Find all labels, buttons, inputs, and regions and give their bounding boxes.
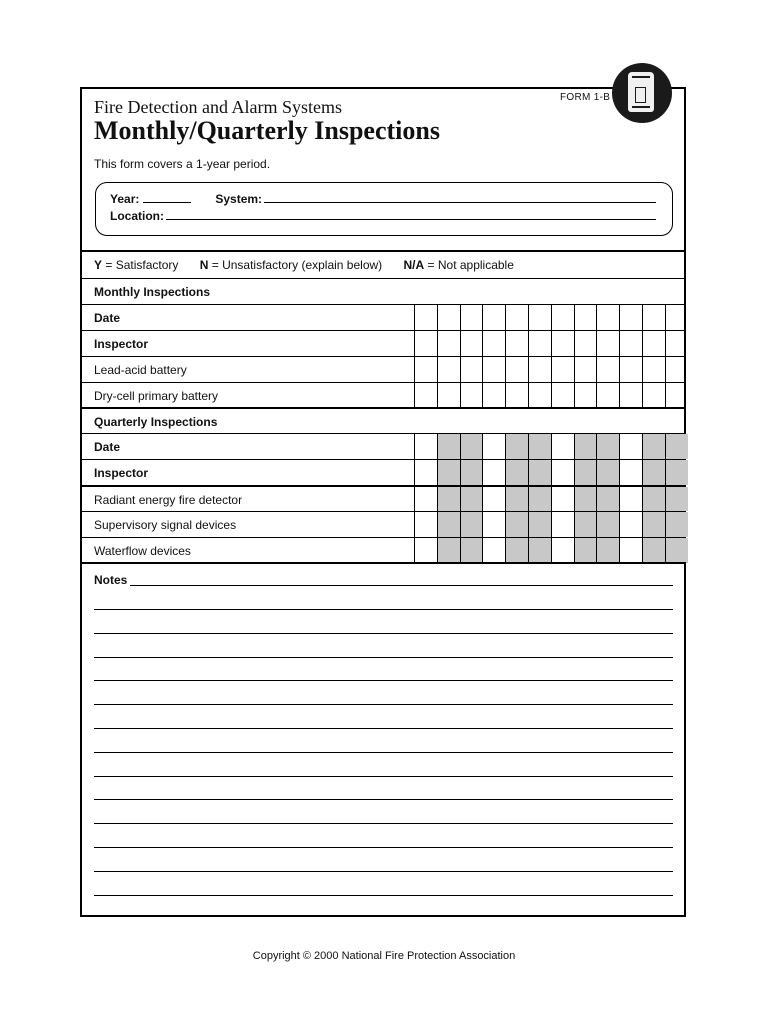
month-cell (437, 487, 460, 511)
month-cell[interactable] (482, 538, 505, 563)
notes-line[interactable] (94, 776, 673, 777)
month-cell (505, 460, 528, 485)
month-cell[interactable] (482, 487, 505, 511)
notes-line[interactable] (94, 609, 673, 610)
month-cell[interactable] (596, 383, 619, 408)
notes-line[interactable] (94, 728, 673, 729)
month-cell[interactable] (482, 383, 505, 408)
cell-grid (414, 512, 688, 537)
month-cell[interactable] (414, 538, 437, 563)
month-cell (642, 487, 665, 511)
month-cell[interactable] (460, 383, 483, 408)
cell-grid (414, 357, 688, 382)
month-cell[interactable] (414, 331, 437, 356)
month-cell[interactable] (619, 487, 642, 511)
month-cell (642, 538, 665, 563)
notes-line[interactable] (94, 799, 673, 800)
month-cell[interactable] (596, 357, 619, 382)
cell-grid (414, 460, 688, 485)
month-cell[interactable] (665, 357, 688, 382)
month-cell[interactable] (437, 331, 460, 356)
month-cell[interactable] (574, 331, 597, 356)
notes-line[interactable] (94, 633, 673, 634)
quarterly-row-radiant (80, 485, 686, 511)
section-divider (80, 250, 686, 252)
month-cell[interactable] (619, 460, 642, 485)
month-cell[interactable] (528, 357, 551, 382)
month-cell (437, 538, 460, 563)
row-label: Inspector (94, 337, 149, 351)
quarterly-row-supervisory (80, 511, 686, 537)
quarterly-row-waterflow (80, 537, 686, 563)
system-field[interactable] (264, 192, 656, 203)
month-cell[interactable] (551, 460, 574, 485)
legend-y-key: Y (94, 258, 103, 272)
month-cell[interactable] (482, 357, 505, 382)
month-cell (528, 487, 551, 511)
legend (94, 258, 532, 272)
legend-na-key: N/A (403, 258, 425, 272)
month-cell (437, 512, 460, 537)
month-cell[interactable] (596, 305, 619, 330)
quarterly-heading-row (80, 407, 686, 433)
legend-y-text: = Satisfactory (102, 258, 179, 272)
quarterly-row-date (80, 433, 686, 459)
monthly-row-lead-acid (80, 356, 686, 382)
cell-grid (414, 487, 688, 511)
month-cell[interactable] (414, 383, 437, 408)
form-subtitle: Fire Detection and Alarm Systems (94, 97, 342, 117)
month-cell (505, 434, 528, 459)
monthly-row-dry-cell (80, 382, 686, 408)
coverage-note: This form covers a 1-year period. (94, 157, 271, 171)
month-cell (596, 487, 619, 511)
legend-na-text: = Not applicable (424, 258, 514, 272)
legend-n-text: = Unsatisfactory (explain below) (208, 258, 383, 272)
month-cell[interactable] (414, 460, 437, 485)
notes-line[interactable] (94, 847, 673, 848)
month-cell[interactable] (551, 305, 574, 330)
month-cell[interactable] (642, 331, 665, 356)
system-label: System: (215, 192, 263, 206)
month-cell[interactable] (619, 305, 642, 330)
month-cell (437, 434, 460, 459)
notes-line[interactable] (130, 585, 673, 586)
month-cell[interactable] (551, 512, 574, 537)
month-cell (596, 434, 619, 459)
cell-grid (414, 434, 688, 459)
cell-grid (414, 305, 688, 330)
notes-line[interactable] (94, 752, 673, 753)
month-cell[interactable] (551, 383, 574, 408)
month-cell (665, 460, 688, 485)
month-cell (460, 512, 483, 537)
notes-divider (80, 562, 686, 564)
month-cell (528, 512, 551, 537)
legend-n-key: N (199, 258, 209, 272)
month-cell (460, 538, 483, 563)
month-cell[interactable] (642, 357, 665, 382)
month-cell (574, 434, 597, 459)
row-label: Lead-acid battery (94, 363, 187, 377)
month-cell (596, 460, 619, 485)
form-id: FORM 1-B (560, 92, 611, 103)
month-cell (642, 512, 665, 537)
month-cell (642, 460, 665, 485)
month-cell[interactable] (596, 331, 619, 356)
month-cell[interactable] (505, 331, 528, 356)
month-cell (505, 538, 528, 563)
month-cell[interactable] (460, 331, 483, 356)
monthly-heading: Monthly Inspections (94, 285, 211, 299)
month-cell[interactable] (482, 305, 505, 330)
month-cell (665, 434, 688, 459)
row-label: Radiant energy fire detector (94, 493, 243, 507)
month-cell[interactable] (551, 538, 574, 563)
month-cell (596, 512, 619, 537)
month-cell[interactable] (619, 357, 642, 382)
row-label: Dry-cell primary battery (94, 389, 219, 403)
month-cell[interactable] (619, 538, 642, 563)
quarterly-row-inspector (80, 459, 686, 485)
notes-line[interactable] (94, 895, 673, 896)
month-cell[interactable] (574, 357, 597, 382)
month-cell[interactable] (482, 512, 505, 537)
month-cell (665, 512, 688, 537)
row-label: Inspector (94, 466, 149, 480)
month-cell (460, 487, 483, 511)
location-field[interactable] (166, 209, 656, 220)
monthly-heading-row (80, 278, 686, 304)
month-cell[interactable] (665, 305, 688, 330)
month-cell (460, 434, 483, 459)
month-cell (574, 487, 597, 511)
month-cell (596, 538, 619, 563)
month-cell (505, 487, 528, 511)
month-cell[interactable] (414, 512, 437, 537)
row-label: Date (94, 311, 121, 325)
month-cell (528, 434, 551, 459)
month-cell[interactable] (528, 331, 551, 356)
month-cell[interactable] (437, 305, 460, 330)
month-cell[interactable] (574, 383, 597, 408)
month-cell[interactable] (619, 434, 642, 459)
year-label: Year: (110, 192, 140, 206)
month-cell[interactable] (460, 305, 483, 330)
month-cell[interactable] (574, 305, 597, 330)
monthly-row-inspector (80, 330, 686, 356)
month-cell[interactable] (437, 383, 460, 408)
info-box (95, 182, 673, 236)
month-cell (574, 460, 597, 485)
notes-line[interactable] (94, 680, 673, 681)
month-cell[interactable] (551, 357, 574, 382)
row-label: Date (94, 440, 121, 454)
notes-line[interactable] (94, 704, 673, 705)
month-cell[interactable] (665, 331, 688, 356)
month-cell (665, 538, 688, 563)
monthly-row-date (80, 304, 686, 330)
fire-alarm-pull-station-icon (612, 63, 672, 123)
month-cell[interactable] (619, 383, 642, 408)
month-cell[interactable] (551, 434, 574, 459)
month-cell[interactable] (551, 487, 574, 511)
notes-label: Notes (94, 573, 128, 587)
month-cell[interactable] (528, 383, 551, 408)
month-cell (528, 460, 551, 485)
month-cell (642, 434, 665, 459)
copyright: Copyright © 2000 National Fire Protection Association (252, 950, 516, 962)
row-label: Supervisory signal devices (94, 518, 237, 532)
page-title: Monthly/Quarterly Inspections (94, 116, 440, 145)
location-label: Location: (110, 209, 164, 223)
cell-grid (414, 538, 688, 563)
month-cell[interactable] (460, 357, 483, 382)
month-cell[interactable] (551, 331, 574, 356)
month-cell (574, 538, 597, 563)
notes-line[interactable] (94, 657, 673, 658)
month-cell (460, 460, 483, 485)
notes-line[interactable] (94, 871, 673, 872)
cell-grid (414, 331, 688, 356)
year-field[interactable] (143, 192, 191, 203)
month-cell (437, 460, 460, 485)
row-label: Waterflow devices (94, 544, 191, 558)
month-cell[interactable] (505, 383, 528, 408)
cell-grid (414, 383, 688, 408)
month-cell[interactable] (619, 331, 642, 356)
month-cell[interactable] (414, 305, 437, 330)
month-cell[interactable] (414, 487, 437, 511)
month-cell (505, 512, 528, 537)
month-cell[interactable] (505, 305, 528, 330)
month-cell (528, 538, 551, 563)
month-cell[interactable] (437, 357, 460, 382)
notes-line[interactable] (94, 823, 673, 824)
month-cell (574, 512, 597, 537)
quarterly-heading: Quarterly Inspections (94, 415, 218, 429)
month-cell (665, 487, 688, 511)
month-cell[interactable] (528, 305, 551, 330)
month-cell[interactable] (414, 357, 437, 382)
month-cell[interactable] (482, 331, 505, 356)
month-cell[interactable] (642, 305, 665, 330)
month-cell[interactable] (414, 434, 437, 459)
month-cell[interactable] (665, 383, 688, 408)
month-cell[interactable] (505, 357, 528, 382)
month-cell[interactable] (482, 460, 505, 485)
month-cell[interactable] (619, 512, 642, 537)
month-cell[interactable] (642, 383, 665, 408)
month-cell[interactable] (482, 434, 505, 459)
